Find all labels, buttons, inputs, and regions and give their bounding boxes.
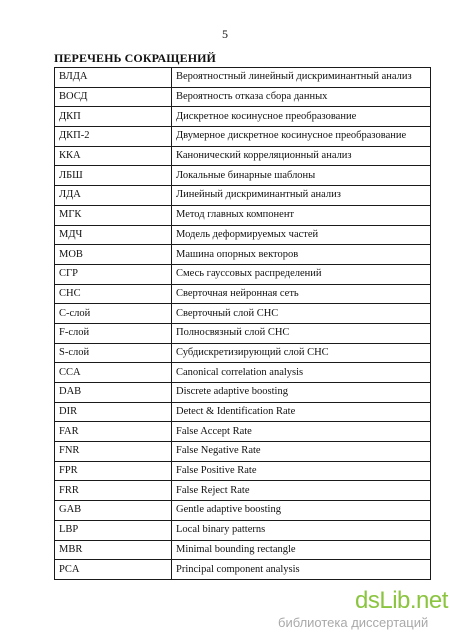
meaning-cell: Вероятность отказа сбора данных [172,87,431,107]
meaning-cell: False Accept Rate [172,422,431,442]
meaning-cell: Метод главных компонент [172,205,431,225]
abbreviation-cell: ВЛДА [55,68,172,88]
table-row [55,363,431,383]
meaning-cell: Сверточный слой СНС [172,304,431,324]
table-row [55,481,431,501]
abbreviation-cell: МДЧ [55,225,172,245]
abbreviation-cell: DAB [55,383,172,403]
meaning-cell: Двумерное дискретное косинусное преобразование [172,127,431,147]
meaning-cell: Линейный дискриминантный анализ [172,186,431,206]
meaning-cell: False Negative Rate [172,442,431,462]
dslib-watermark [268,585,450,636]
table-row [55,343,431,363]
abbreviation-cell: ДКП-2 [55,127,172,147]
meaning-cell: Minimal bounding rectangle [172,540,431,560]
abbreviation-cell: FNR [55,442,172,462]
abbreviation-cell: МОВ [55,245,172,265]
table-row [55,442,431,462]
abbreviation-cell: ВОСД [55,87,172,107]
meaning-cell: Сверточная нейронная сеть [172,284,431,304]
table-row [55,520,431,540]
table-row [55,127,431,147]
abbreviation-cell: LBP [55,520,172,540]
table-row [55,402,431,422]
page-number: 5 [222,27,228,41]
page-heading: ПЕРЕЧЕНЬ СОКРАЩЕНИЙ [54,51,216,65]
table-row [55,323,431,343]
meaning-cell: Смесь гауссовых распределений [172,264,431,284]
table-row [55,383,431,403]
abbreviations-table [54,67,431,580]
abbreviation-cell: S-слой [55,343,172,363]
meaning-cell: Модель деформируемых частей [172,225,431,245]
meaning-cell: Субдискретизирующий слой СНС [172,343,431,363]
abbreviations-table-body [55,68,431,580]
abbreviation-cell: ККА [55,146,172,166]
table-row [55,225,431,245]
abbreviation-cell: PCA [55,560,172,580]
abbreviations-table-container [54,67,431,588]
abbreviation-cell: ЛБШ [55,166,172,186]
abbreviation-cell: С-слой [55,304,172,324]
meaning-cell: Detect & Identification Rate [172,402,431,422]
meaning-cell: False Positive Rate [172,461,431,481]
table-row [55,284,431,304]
meaning-cell: Local binary patterns [172,520,431,540]
meaning-cell: Gentle adaptive boosting [172,501,431,521]
abbreviation-cell: CCA [55,363,172,383]
meaning-cell: False Reject Rate [172,481,431,501]
table-row [55,107,431,127]
abbreviation-cell: FRR [55,481,172,501]
table-row [55,186,431,206]
table-row [55,146,431,166]
abbreviation-cell: СГР [55,264,172,284]
abbreviation-cell: FPR [55,461,172,481]
abbreviation-cell: МГК [55,205,172,225]
meaning-cell: Discrete adaptive boosting [172,383,431,403]
table-row [55,166,431,186]
table-row [55,540,431,560]
table-row [55,501,431,521]
abbreviation-cell: FAR [55,422,172,442]
watermark-subtitle: библиотека диссертаций [278,615,429,630]
watermark-logo: dsLib.net [355,587,448,614]
table-row [55,304,431,324]
abbreviation-cell: ЛДА [55,186,172,206]
meaning-cell: Машина опорных векторов [172,245,431,265]
table-row [55,68,431,88]
table-row [55,461,431,481]
meaning-cell: Локальные бинарные шаблоны [172,166,431,186]
table-row [55,205,431,225]
meaning-cell: Полносвязный слой СНС [172,323,431,343]
meaning-cell: Principal component analysis [172,560,431,580]
meaning-cell: Вероятностный линейный дискриминантный анализ [172,68,431,88]
meaning-cell: Canonical correlation analysis [172,363,431,383]
abbreviation-cell: СНС [55,284,172,304]
abbreviation-cell: ДКП [55,107,172,127]
abbreviation-cell: DIR [55,402,172,422]
meaning-cell: Дискретное косинусное преобразование [172,107,431,127]
abbreviation-cell: F-слой [55,323,172,343]
meaning-cell: Канонический корреляционный анализ [172,146,431,166]
table-row [55,87,431,107]
table-row [55,560,431,580]
table-row [55,264,431,284]
table-row [55,245,431,265]
abbreviation-cell: GAB [55,501,172,521]
abbreviation-cell: MBR [55,540,172,560]
table-row [55,422,431,442]
